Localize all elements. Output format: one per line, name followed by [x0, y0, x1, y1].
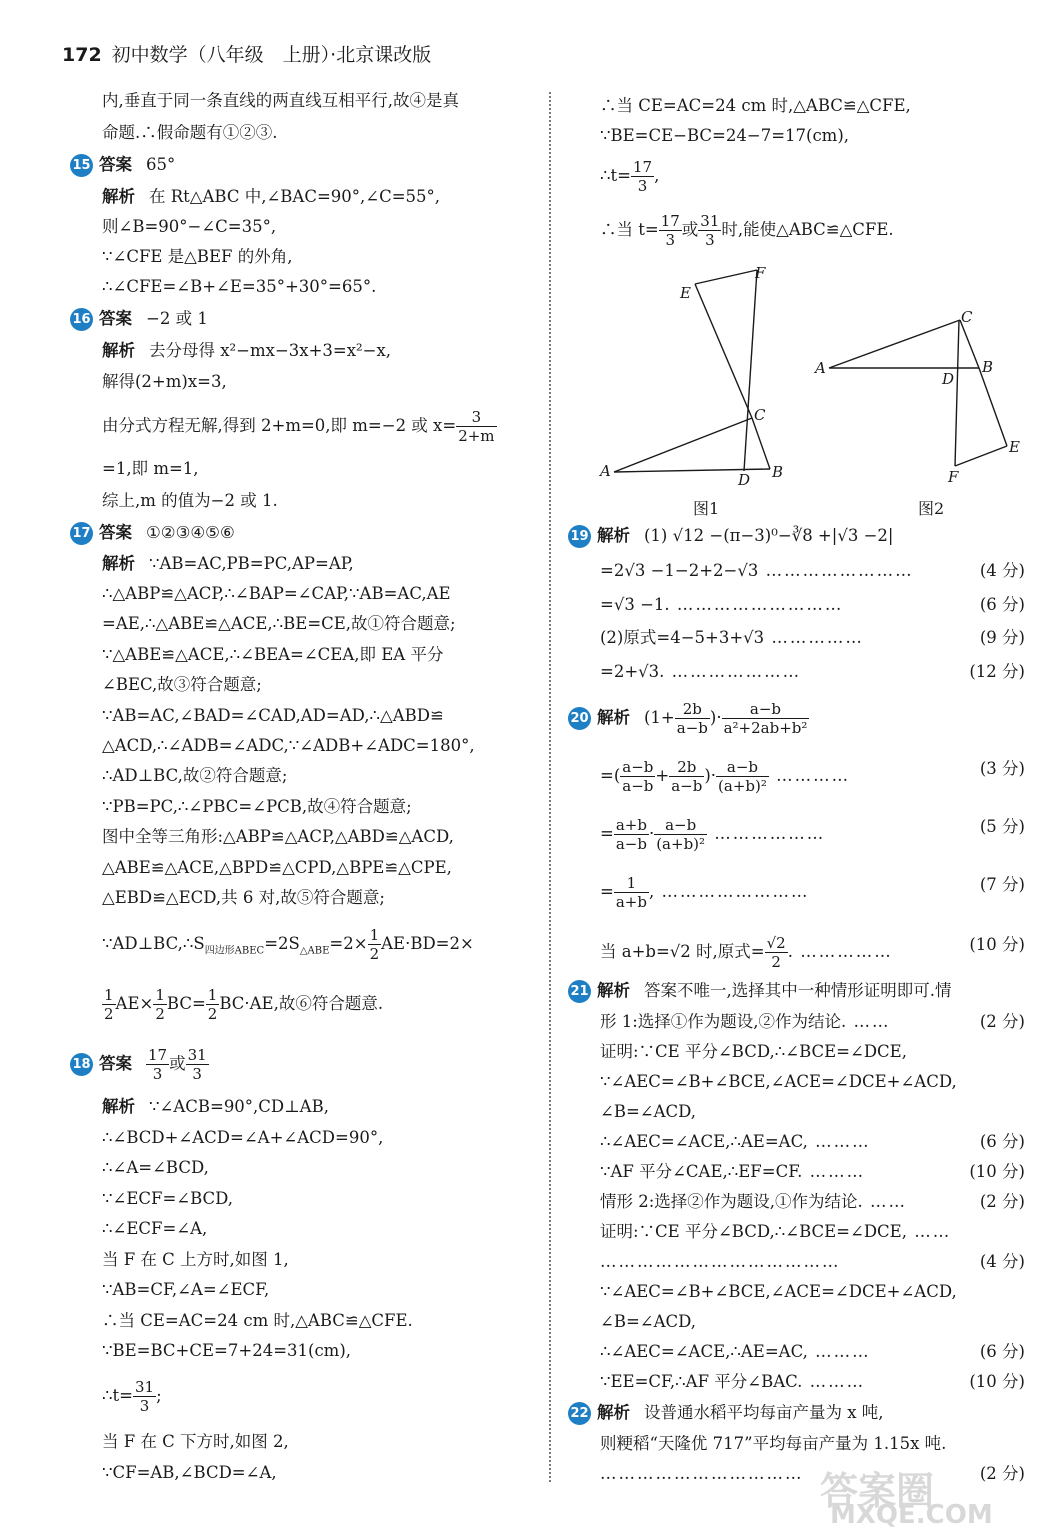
point-label-e: E	[1009, 438, 1020, 456]
text-line: ∵PB=PC,∴∠PBC=∠PCB,故④符合题意;	[102, 797, 412, 816]
score-mark: (6 分)	[979, 595, 1025, 614]
numerator: 17	[632, 158, 653, 176]
fraction	[614, 874, 649, 911]
text-line: ∵∠ACB=90°,CD⊥AB,	[149, 1097, 329, 1116]
subscript: 四边形ABEC	[204, 945, 265, 957]
text-line: ∴∠BCD+∠ACD=∠A+∠ACD=90°,	[102, 1128, 384, 1147]
leader-dots: …………	[768, 766, 851, 785]
text-span: 或	[169, 1054, 186, 1073]
denominator: a−b	[671, 777, 703, 795]
fraction	[614, 816, 649, 853]
text-span: =	[600, 824, 614, 843]
denominator: 2	[207, 1005, 218, 1023]
book-title: 初中数学（八年级 上册）·北京课改版	[111, 44, 432, 66]
question-number-badge: 17	[70, 522, 93, 545]
fraction	[675, 700, 710, 737]
q21-line	[568, 980, 952, 1003]
q19-line	[568, 525, 893, 548]
fraction-line	[102, 986, 383, 1023]
subscript: △ABE	[299, 945, 330, 957]
text-line: 综上,m 的值为−2 或 1.	[102, 491, 278, 510]
text-line: ∴∠ECF=∠A,	[102, 1219, 208, 1238]
score-mark: (3 分)	[979, 759, 1025, 778]
point-label-b: B	[772, 463, 784, 481]
segment-fe	[955, 446, 1007, 466]
text-line: 当 F 在 C 上方时,如图 1,	[102, 1250, 289, 1269]
text-line: ∵BE=BC+CE=7+24=31(cm),	[102, 1341, 352, 1360]
numerator: a−b	[654, 816, 707, 835]
leader-dots: ……	[906, 1222, 952, 1241]
text-line: ∴△ABP≌△ACP,∴∠BAP=∠CAP,∵AB=AC,AE	[102, 584, 451, 603]
text-line: ∵BE=CE−BC=24−7=17(cm),	[600, 126, 850, 145]
text-span: 形 1:选择①作为题设,②作为结论.	[600, 1012, 847, 1031]
denominator: 3	[139, 1397, 150, 1415]
q15-analysis-line	[102, 186, 440, 208]
text-span: ;	[156, 1386, 162, 1405]
text-line: ∵CF=AB,∠BCD=∠A,	[102, 1463, 277, 1482]
answer-value: −2 或 1	[146, 309, 208, 328]
answer-label: 答案	[99, 1054, 132, 1073]
text-line: (1) √12 −(π−3)⁰−∛8 +|√3 −2|	[644, 526, 894, 545]
text-line: ∴∠CFE=∠B+∠E=35°+30°=65°.	[102, 277, 377, 296]
text-span: =	[600, 882, 614, 901]
watermark-logo: 答案圈	[820, 1469, 935, 1513]
text-span: )·	[709, 708, 722, 727]
fraction	[765, 934, 788, 971]
text-span: )·	[704, 766, 717, 785]
question-number-badge: 22	[568, 1402, 591, 1425]
page-number: 172	[62, 44, 102, 66]
denominator: (a+b)²	[656, 835, 706, 853]
fraction	[698, 212, 721, 249]
point-label-b: B	[982, 358, 994, 376]
text-line: 在 Rt△ABC 中,∠BAC=90°,∠C=55°,	[149, 187, 441, 206]
text-span: ∴t=	[102, 1386, 133, 1405]
leader-dots: ………	[807, 1132, 871, 1151]
score-line	[600, 1341, 1033, 1363]
q22-line	[568, 1402, 884, 1425]
fraction	[631, 158, 654, 195]
text-span: ∴∠AEC=∠ACE,∴AE=AC,	[600, 1132, 808, 1151]
point-label-c: C	[754, 406, 766, 424]
numerator: 17	[660, 212, 680, 230]
score-mark: (6 分)	[979, 1342, 1025, 1361]
text-span: ∴∠AEC=∠ACE,∴AE=AC,	[600, 1342, 808, 1361]
score-line	[600, 758, 1033, 795]
text-line: ∵∠ECF=∠BCD,	[102, 1189, 234, 1208]
numerator: 17	[148, 1046, 168, 1064]
score-mark: (6 分)	[979, 1132, 1025, 1151]
score-mark: (7 分)	[979, 875, 1025, 894]
denominator: a+b	[615, 893, 647, 911]
leader-dots: ……………	[764, 628, 864, 647]
text-line: ∵AB=CF,∠A=∠ECF,	[102, 1280, 270, 1299]
numerator: 31	[700, 212, 720, 230]
point-label-a: A	[600, 462, 611, 480]
fraction	[654, 816, 707, 853]
numerator: a+b	[615, 816, 647, 834]
fraction	[206, 986, 220, 1023]
q15-answer-line	[70, 154, 175, 177]
page-header	[62, 40, 431, 67]
text-line: =1,即 m=1,	[102, 459, 199, 478]
text-line: 当 F 在 C 下方时,如图 2,	[102, 1432, 289, 1451]
analysis-label: 解析	[102, 554, 135, 573]
text-span: ·	[648, 824, 655, 843]
fraction	[368, 926, 382, 963]
score-mark: (9 分)	[979, 628, 1025, 647]
fraction	[669, 758, 704, 795]
text-line: ∵∠CFE 是△BEF 的外角,	[102, 247, 293, 266]
text-line	[102, 408, 497, 445]
score-mark: (12 分)	[969, 662, 1025, 681]
numerator: a−b	[622, 758, 654, 776]
figure-2	[829, 320, 1007, 466]
leader-dots: ………	[807, 1342, 871, 1361]
segment-be	[979, 368, 1007, 446]
text-line: ∴AD⊥BC,故②符合题意;	[102, 766, 288, 785]
fraction	[153, 986, 167, 1023]
leader-dots: ……………………………	[600, 1464, 804, 1483]
leader-dots: …………………	[664, 662, 802, 681]
analysis-label: 解析	[597, 981, 630, 1000]
numerator: 31	[187, 1046, 207, 1064]
denominator: 2	[369, 945, 380, 963]
text-span: ∴t=	[600, 166, 631, 185]
text-span: AE·BD=2×	[381, 934, 474, 953]
text-span: ∴当 t=	[600, 220, 659, 239]
text-span: BC·AE,故⑥符合题意.	[219, 994, 384, 1013]
score-line	[600, 874, 1033, 911]
text-line: 图中全等三角形:△ABP≌△ACP,△ABD≌△ACD,	[102, 827, 454, 846]
leader-dots: ………………………	[669, 595, 844, 614]
score-mark: (4 分)	[979, 1252, 1025, 1271]
text-line: ∵∠AEC=∠B+∠BCE,∠ACE=∠DCE+∠ACD,	[600, 1072, 957, 1091]
analysis-label: 解析	[597, 526, 630, 545]
text-span: =√3 −1.	[600, 595, 670, 614]
fraction	[186, 1046, 209, 1083]
text-line: △EBD≌△ECD,共 6 对,故⑤符合题意;	[102, 888, 385, 907]
watermark-url: MXQE.COM	[830, 1500, 993, 1530]
denominator: 3	[637, 177, 648, 195]
question-number-badge: 18	[70, 1053, 93, 1076]
answer-value: 65°	[146, 155, 176, 174]
analysis-label: 解析	[597, 708, 630, 727]
denominator: 3	[152, 1065, 163, 1083]
numerator: a−b	[716, 758, 769, 777]
denominator: 2	[104, 1005, 114, 1023]
text-line: ∠B=∠ACD,	[600, 1102, 697, 1121]
text-line: ∴∠A=∠BCD,	[102, 1158, 209, 1177]
text-line: 则∠B=90°−∠C=35°,	[102, 217, 277, 236]
leader-dots: ……………………	[758, 561, 914, 580]
column-divider	[549, 92, 551, 1482]
leader-dots: ……………………	[654, 882, 810, 901]
text-line: 设普通水稻平均每亩产量为 x 吨,	[644, 1403, 884, 1422]
answer-label: 答案	[99, 155, 132, 174]
score-mark: (2 分)	[979, 1464, 1025, 1483]
text-line: ∵AB=AC,PB=PC,AP=AP,	[149, 554, 354, 573]
fraction	[716, 758, 769, 795]
text-span: ∵AD⊥BC,∴S	[102, 934, 205, 953]
text-line: 去分母得 x²−mx−3x+3=x²−x,	[149, 341, 392, 360]
score-line	[600, 661, 1033, 683]
denominator: 2	[155, 1005, 165, 1023]
fraction	[146, 1046, 169, 1083]
numerator: 31	[134, 1378, 155, 1396]
text-line: ∴当 CE=AC=24 cm 时,△ABC≌△CFE,	[600, 96, 911, 115]
point-label-d: D	[738, 471, 751, 489]
text-span: (1+	[644, 708, 675, 727]
text-line: 则粳稻“天隆优 717”平均每亩产量为 1.15x 吨.	[600, 1434, 947, 1453]
denominator: a−b	[622, 777, 654, 795]
point-label-d: D	[942, 370, 955, 388]
text-line: 命题.∴假命题有①②③.	[102, 123, 278, 142]
text-span: .	[787, 942, 793, 961]
text-line: ∵△ABE≌△ACE,∴∠BEA=∠CEA,即 EA 平分	[102, 645, 444, 664]
leader-dots: ………	[802, 1372, 866, 1391]
question-number-badge: 21	[568, 980, 591, 1003]
fraction	[102, 986, 116, 1023]
t-value-line	[600, 158, 659, 195]
score-line	[600, 1191, 1033, 1213]
fraction	[620, 758, 655, 795]
leader-dots: …………………………………	[600, 1252, 841, 1271]
analysis-label: 解析	[597, 1403, 630, 1422]
fraction	[456, 408, 496, 445]
score-line	[600, 934, 1033, 971]
question-number-badge: 19	[568, 525, 591, 548]
point-label-a: A	[815, 359, 826, 377]
leader-dots: ……	[862, 1192, 908, 1211]
text-span: 或	[681, 220, 699, 239]
text-line: 内,垂直于同一条直线的两直线互相平行,故④是真	[102, 91, 459, 110]
question-number-badge: 16	[70, 308, 93, 331]
score-line	[600, 1011, 1033, 1033]
text-line: ∴当 CE=AC=24 cm 时,△ABC≌△CFE.	[102, 1311, 413, 1330]
q16-analysis-line	[102, 340, 391, 362]
area-equation-line	[102, 926, 474, 963]
text-span: (2)原式=4−5+3+√3	[600, 628, 765, 647]
question-number-badge: 20	[568, 707, 591, 730]
answer-label: 答案	[99, 523, 132, 542]
analysis-label: 解析	[102, 341, 135, 360]
denominator: 3	[705, 231, 715, 249]
denominator: a²+2ab+b²	[723, 719, 808, 737]
text-span: =2√3 −1−2+2−√3	[600, 561, 759, 580]
leader-dots: ……………	[792, 942, 893, 961]
denominator: 3	[192, 1065, 202, 1083]
numerator: 3	[456, 408, 496, 427]
text-span: ,	[654, 166, 660, 185]
q18-answer-line	[70, 1046, 209, 1083]
score-line	[600, 560, 1033, 582]
answer-label: 答案	[99, 309, 132, 328]
segment-ec	[695, 284, 752, 418]
text-line: △ACD,∴∠ADB=∠ADC,∵∠ADB+∠ADC=180°,	[102, 736, 475, 755]
score-line	[600, 816, 1033, 853]
text-span: =2+√3.	[600, 662, 665, 681]
analysis-label: 解析	[102, 187, 135, 206]
point-label-f: F	[948, 468, 959, 486]
answer-value: ①②③④⑤⑥	[146, 523, 235, 542]
denominator: 3	[665, 231, 676, 249]
text-span: ∵EE=CF,∴AF 平分∠BAC.	[600, 1372, 803, 1391]
denominator: (a+b)²	[718, 777, 767, 795]
score-mark: (10 分)	[969, 935, 1025, 954]
fraction	[133, 1378, 156, 1415]
text-span: 时,能使△ABC≌△CFE.	[721, 220, 894, 239]
text-line: 解得(2+m)x=3,	[102, 372, 227, 391]
denominator: 2+m	[458, 427, 495, 445]
denominator: 2	[771, 953, 781, 971]
analysis-label: 解析	[102, 1097, 135, 1116]
q18-analysis-line	[102, 1096, 329, 1118]
text-span: 证明:∵CE 平分∠BCD,∴∠BCE=∠DCE,	[600, 1222, 907, 1241]
score-mark: (10 分)	[969, 1372, 1025, 1391]
leader-dots: ………	[802, 1162, 866, 1181]
score-mark: (10 分)	[969, 1162, 1025, 1181]
numerator: 1	[614, 874, 649, 893]
segment-cf	[955, 320, 959, 466]
numerator: a−b	[722, 700, 810, 719]
text-span: ,	[648, 882, 655, 901]
point-label-c: C	[961, 308, 973, 326]
text-line	[600, 1221, 951, 1243]
q20-line	[568, 700, 809, 737]
score-line	[600, 1251, 1033, 1273]
segment-ac	[829, 320, 960, 368]
geometry-figures	[592, 262, 1032, 522]
text-line: 答案不唯一,选择其中一种情形证明即可.情	[644, 981, 952, 1000]
text-span: 由分式方程无解,得到 2+m=0,即 m=−2 或 x=	[102, 416, 457, 435]
score-line	[600, 1463, 1033, 1485]
text-span: +	[655, 766, 670, 785]
leader-dots: ………………	[707, 824, 826, 843]
denominator: a−b	[615, 835, 647, 853]
score-line	[600, 627, 1033, 649]
numerator: √2	[766, 934, 786, 952]
text-line: ∠BEC,故③符合题意;	[102, 675, 262, 694]
figure-1	[614, 270, 770, 472]
conclusion-line	[600, 212, 894, 249]
score-mark: (5 分)	[979, 817, 1025, 836]
point-label-f: F	[755, 264, 766, 282]
text-span: =2S	[264, 934, 300, 953]
text-span: =2×	[329, 934, 368, 953]
text-span: AE×	[115, 994, 154, 1013]
text-line: ∵AB=AC,∠BAD=∠CAD,AD=AD,∴△ABD≌	[102, 706, 444, 725]
segment-ac	[614, 418, 752, 472]
text-line: △ABE≌△ACE,△BPD≌△CPD,△BPE≌△CPE,	[102, 858, 452, 877]
q16-answer-line	[70, 308, 208, 331]
text-line: =AE,∴△ABE≌△ACE,∴BE=CE,故①符合题意;	[102, 614, 456, 633]
numerator: 1	[155, 986, 165, 1004]
segment-cb	[752, 418, 770, 469]
leader-dots: ……	[846, 1012, 891, 1031]
text-line: 证明:∵CE 平分∠BCD,∴∠BCE=∠DCE,	[600, 1042, 907, 1061]
question-number-badge: 15	[70, 154, 93, 177]
text-span: ∵AF 平分∠CAE,∴EF=CF.	[600, 1162, 803, 1181]
text-line: ∠B=∠ACD,	[600, 1312, 697, 1331]
score-mark: (2 分)	[979, 1192, 1025, 1211]
q17-answer-line	[70, 522, 235, 545]
text-span: 当 a+b=√2 时,原式=	[600, 942, 765, 961]
text-span: BC=	[166, 994, 206, 1013]
fraction	[722, 700, 810, 737]
fraction	[659, 212, 682, 249]
score-line	[600, 1371, 1033, 1393]
text-span: 情形 2:选择②作为题设,①作为结论.	[600, 1192, 863, 1211]
score-line	[600, 1131, 1033, 1153]
numerator: 2b	[669, 758, 704, 777]
figure-1-caption: 图1	[693, 499, 720, 518]
score-line	[600, 1161, 1033, 1183]
text-line: ∵∠AEC=∠B+∠BCE,∠ACE=∠DCE+∠ACD,	[600, 1282, 957, 1301]
score-line	[600, 594, 1033, 616]
numerator: 1	[369, 926, 380, 944]
t-value-line	[102, 1378, 162, 1415]
numerator: 1	[104, 986, 114, 1004]
numerator: 2b	[675, 700, 710, 719]
score-mark: (2 分)	[979, 1012, 1025, 1031]
figure-2-caption: 图2	[918, 499, 945, 518]
segment-ef	[695, 270, 757, 284]
numerator: 1	[207, 986, 218, 1004]
point-label-e: E	[680, 284, 691, 302]
text-span: =(	[600, 766, 621, 785]
denominator: a−b	[676, 719, 708, 737]
score-mark: (4 分)	[979, 561, 1025, 580]
segment-cb	[960, 320, 979, 368]
q17-analysis-line	[102, 553, 354, 575]
segment-fd	[744, 270, 757, 471]
